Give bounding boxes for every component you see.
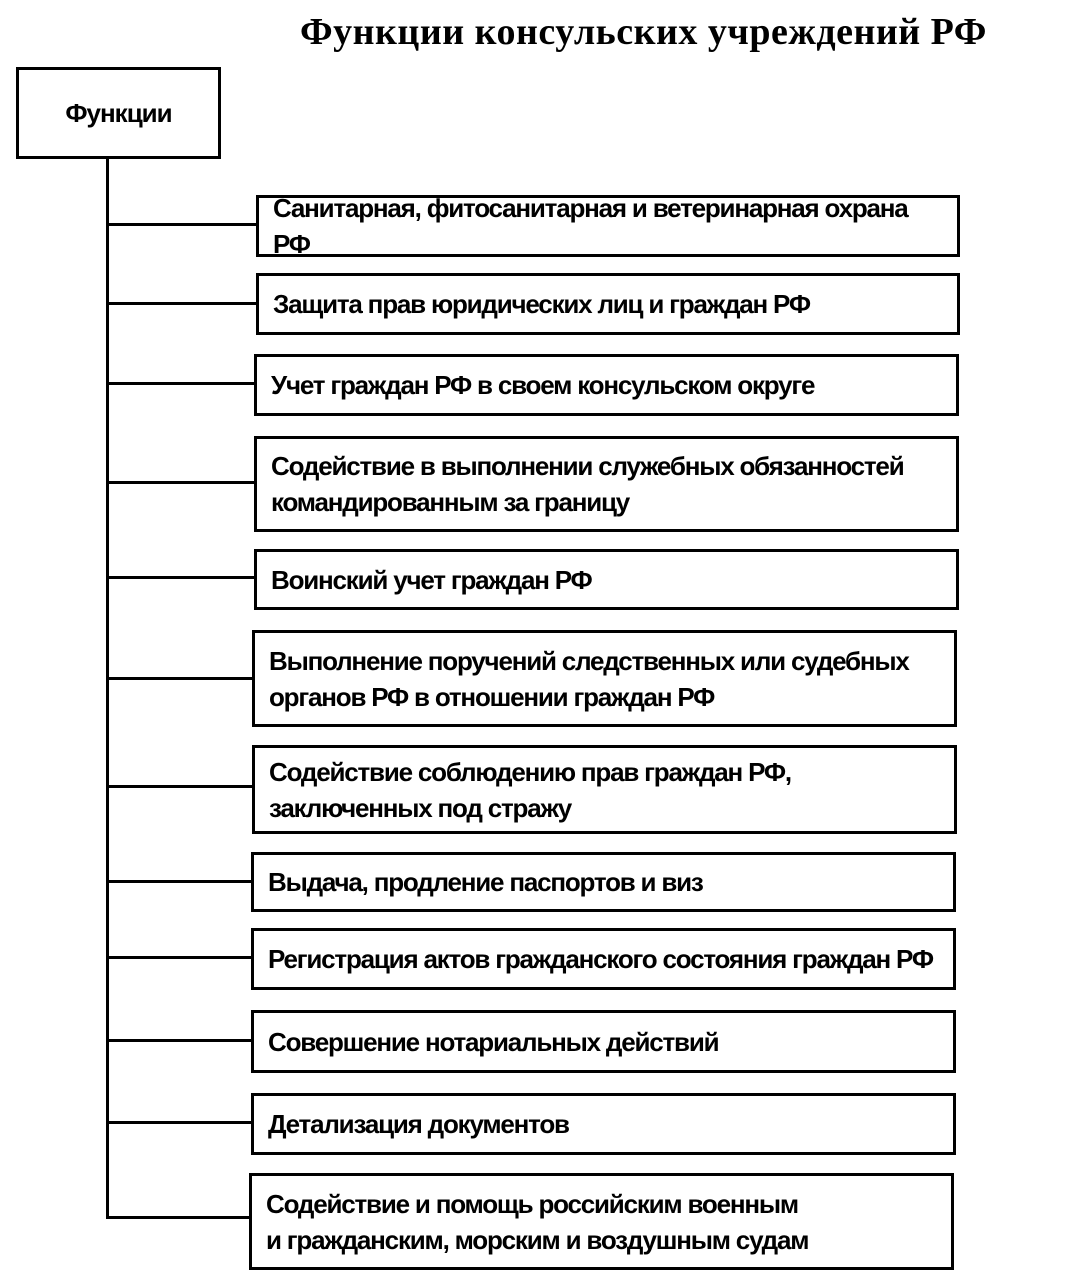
trunk-line (106, 159, 109, 1219)
connector-line (106, 576, 254, 579)
connector-line (106, 1121, 251, 1124)
function-box-label: Воинский учет граждан РФ (271, 564, 592, 595)
connector-line (106, 382, 254, 385)
root-node (16, 67, 221, 159)
function-box-label: Содействие и помощь российским военным и гражданским, морским и воздушным судам (266, 1188, 809, 1255)
function-box-label: Регистрация актов гражданского состояния граждан РФ (268, 944, 933, 974)
function-box-label: Содействие в выполнении служебных обязанностей командированным за границу (271, 451, 904, 517)
function-box (254, 354, 959, 416)
function-box (249, 1173, 954, 1270)
function-box-label: Учет граждан РФ в своем консульском округе (271, 370, 815, 400)
function-box-label: Совершение нотариальных действий (268, 1026, 719, 1057)
connector-line (106, 1039, 251, 1042)
function-box-label: Санитарная, фитосанитарная и ветеринарная охрана РФ (273, 193, 908, 259)
function-box (252, 630, 957, 727)
function-box (251, 928, 956, 990)
function-box (254, 549, 959, 610)
connector-line (106, 481, 254, 484)
function-box-label: Защита прав юридических лиц и граждан РФ (273, 289, 810, 319)
diagram-title: Функции консульских учреждений РФ (300, 11, 987, 53)
function-box (251, 1010, 956, 1073)
connector-line (106, 302, 256, 305)
connector-line (106, 785, 252, 788)
function-box (256, 195, 960, 257)
connector-line (106, 1216, 249, 1219)
function-box (252, 745, 957, 834)
function-box-label: Детализация документов (268, 1109, 569, 1139)
function-box-label: Выдача, продление паспортов и виз (268, 867, 703, 897)
function-box (254, 436, 959, 532)
function-box-label: Содействие соблюдению прав граждан РФ, заключенных под стражу (269, 756, 791, 823)
connector-line (106, 880, 251, 883)
function-box (256, 273, 960, 335)
connector-line (106, 956, 251, 959)
connector-line (106, 677, 252, 680)
function-box-label: Выполнение поручений следственных или судебных органов РФ в отношении граждан РФ (269, 645, 909, 712)
function-box (251, 852, 956, 912)
function-box (251, 1093, 956, 1155)
connector-line (106, 223, 256, 226)
root-node-label: Функции (65, 97, 172, 128)
